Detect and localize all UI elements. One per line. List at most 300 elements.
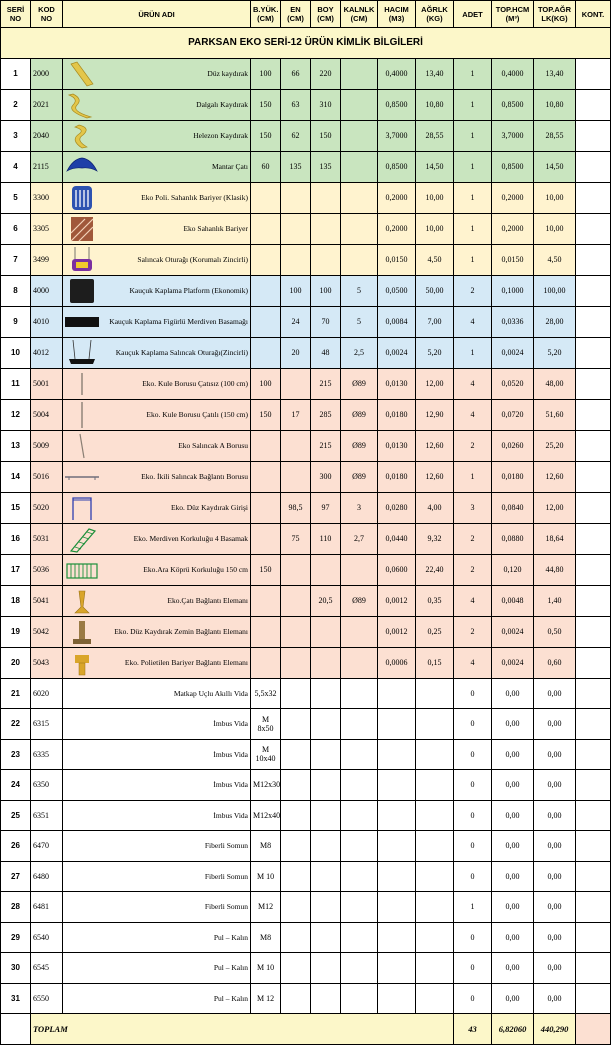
row-seri-no: 11 — [1, 368, 31, 399]
row-kod-no: 2000 — [31, 58, 63, 89]
row-en: 98,5 — [281, 492, 311, 523]
row-agirlik — [416, 739, 454, 770]
row-product-name: Eko. Merdiven Korkuluğu 4 Basamak — [101, 523, 251, 554]
row-kod-no: 5016 — [31, 461, 63, 492]
row-product-name: Eko.Ara Köprü Korkuluğu 150 cm — [101, 554, 251, 585]
row-tophcm: 0,00 — [492, 678, 534, 709]
row-en: 62 — [281, 120, 311, 151]
table-row — [1, 739, 611, 770]
row-product-name: Salıncak Oturağı (Korumalı Zincirli) — [101, 244, 251, 275]
row-kont — [576, 709, 611, 740]
row-tophcm: 0,0720 — [492, 399, 534, 430]
row-kod-no: 3499 — [31, 244, 63, 275]
row-adet: 1 — [454, 892, 492, 923]
product-image — [65, 649, 99, 677]
row-agirlik: 0,15 — [416, 647, 454, 678]
product-image — [65, 618, 99, 646]
row-byuk: M8 — [251, 922, 281, 953]
row-kod-no: 5020 — [31, 492, 63, 523]
row-byuk — [251, 647, 281, 678]
row-topagr: 14,50 — [534, 151, 576, 182]
row-adet: 1 — [454, 461, 492, 492]
row-kalinlik: Ø89 — [341, 368, 378, 399]
row-thumb — [63, 861, 101, 892]
row-kod-no: 5031 — [31, 523, 63, 554]
table-row — [1, 151, 611, 182]
row-adet: 4 — [454, 368, 492, 399]
row-product-name: Düz kaydırak — [101, 58, 251, 89]
row-hacim: 0,0500 — [378, 275, 416, 306]
header-tophcm: TOP.HCM (M³) — [492, 1, 534, 28]
row-agirlik: 7,00 — [416, 306, 454, 337]
row-hacim — [378, 770, 416, 801]
row-seri-no: 2 — [1, 89, 31, 120]
row-adet: 4 — [454, 647, 492, 678]
table-row — [1, 831, 611, 862]
row-topagr: 28,55 — [534, 120, 576, 151]
total-label: TOPLAM — [31, 1014, 454, 1045]
row-en — [281, 585, 311, 616]
row-en — [281, 368, 311, 399]
row-seri-no: 30 — [1, 953, 31, 984]
row-adet: 0 — [454, 739, 492, 770]
row-kalinlik — [341, 709, 378, 740]
row-kod-no: 2115 — [31, 151, 63, 182]
table-row — [1, 800, 611, 831]
row-tophcm: 0,2000 — [492, 213, 534, 244]
row-boy: 48 — [311, 337, 341, 368]
row-byuk — [251, 244, 281, 275]
row-hacim: 0,2000 — [378, 182, 416, 213]
row-topagr: 0,00 — [534, 770, 576, 801]
product-image — [65, 215, 99, 243]
table-row — [1, 244, 611, 275]
row-topagr: 18,64 — [534, 523, 576, 554]
row-thumb — [63, 770, 101, 801]
row-topagr: 0,00 — [534, 709, 576, 740]
row-product-name: Matkap Uçlu Akıllı Vida — [101, 678, 251, 709]
row-agirlik — [416, 892, 454, 923]
row-tophcm: 0,00 — [492, 892, 534, 923]
row-seri-no: 13 — [1, 430, 31, 461]
row-agirlik: 0,35 — [416, 585, 454, 616]
header-seri: SERİ NO — [1, 1, 31, 28]
table-row — [1, 585, 611, 616]
row-tophcm: 0,0024 — [492, 647, 534, 678]
row-tophcm: 0,00 — [492, 739, 534, 770]
row-boy: 150 — [311, 120, 341, 151]
row-thumb — [63, 120, 101, 151]
row-topagr: 0,00 — [534, 861, 576, 892]
row-agirlik — [416, 831, 454, 862]
row-kod-no: 2021 — [31, 89, 63, 120]
row-kod-no: 6350 — [31, 770, 63, 801]
row-topagr: 12,00 — [534, 492, 576, 523]
row-hacim: 3,7000 — [378, 120, 416, 151]
row-seri-no: 15 — [1, 492, 31, 523]
row-kalinlik — [341, 213, 378, 244]
row-agirlik: 12,90 — [416, 399, 454, 430]
row-en: 75 — [281, 523, 311, 554]
row-kod-no: 3300 — [31, 182, 63, 213]
row-tophcm: 0,0024 — [492, 616, 534, 647]
row-topagr: 10,00 — [534, 213, 576, 244]
row-thumb — [63, 213, 101, 244]
header-row — [1, 1, 611, 28]
row-product-name: Pul – Kalın — [101, 983, 251, 1014]
row-kalinlik — [341, 89, 378, 120]
page-title: PARKSAN EKO SERİ-12 ÜRÜN KİMLİK BİLGİLERİ — [1, 28, 611, 59]
row-topagr: 0,60 — [534, 647, 576, 678]
row-kont — [576, 244, 611, 275]
product-image — [65, 246, 99, 274]
row-kalinlik — [341, 182, 378, 213]
row-seri-no: 1 — [1, 58, 31, 89]
row-thumb — [63, 647, 101, 678]
table-row — [1, 953, 611, 984]
row-en: 66 — [281, 58, 311, 89]
row-seri-no: 28 — [1, 892, 31, 923]
row-tophcm: 0,00 — [492, 770, 534, 801]
row-seri-no: 3 — [1, 120, 31, 151]
row-boy: 285 — [311, 399, 341, 430]
header-boy: BOY (CM) — [311, 1, 341, 28]
row-seri-no: 29 — [1, 922, 31, 953]
header-topagr: TOP.AĞR LK(KG) — [534, 1, 576, 28]
row-adet: 1 — [454, 182, 492, 213]
row-byuk: 100 — [251, 58, 281, 89]
row-thumb — [63, 337, 101, 368]
row-kod-no: 2040 — [31, 120, 63, 151]
row-byuk: 150 — [251, 399, 281, 430]
row-en — [281, 800, 311, 831]
row-kod-no: 6550 — [31, 983, 63, 1014]
row-agirlik: 28,55 — [416, 120, 454, 151]
header-en: EN (CM) — [281, 1, 311, 28]
row-thumb — [63, 709, 101, 740]
row-hacim — [378, 953, 416, 984]
row-product-name: Kauçuk Kaplama Salıncak Oturağı(Zincirli) — [101, 337, 251, 368]
row-adet: 2 — [454, 275, 492, 306]
row-hacim: 0,8500 — [378, 89, 416, 120]
row-tophcm: 0,00 — [492, 831, 534, 862]
row-thumb — [63, 399, 101, 430]
table-row — [1, 922, 611, 953]
row-agirlik: 10,00 — [416, 182, 454, 213]
row-byuk — [251, 492, 281, 523]
row-kalinlik — [341, 151, 378, 182]
row-agirlik: 50,00 — [416, 275, 454, 306]
row-byuk — [251, 306, 281, 337]
row-byuk — [251, 523, 281, 554]
row-adet: 0 — [454, 861, 492, 892]
table-row — [1, 770, 611, 801]
row-seri-no: 6 — [1, 213, 31, 244]
row-seri-no: 27 — [1, 861, 31, 892]
table-row — [1, 337, 611, 368]
row-seri-no: 23 — [1, 739, 31, 770]
row-en — [281, 770, 311, 801]
row-hacim: 0,0150 — [378, 244, 416, 275]
row-kod-no: 6315 — [31, 709, 63, 740]
table-row — [1, 647, 611, 678]
row-seri-no: 22 — [1, 709, 31, 740]
row-hacim — [378, 800, 416, 831]
row-product-name: Eko.Çatı Bağlantı Elemanı — [101, 585, 251, 616]
row-product-name: Eko. Kule Borusu Çatılı (150 cm) — [101, 399, 251, 430]
row-kod-no: 3305 — [31, 213, 63, 244]
row-topagr: 0,00 — [534, 800, 576, 831]
row-agirlik — [416, 800, 454, 831]
row-kod-no: 6480 — [31, 861, 63, 892]
row-product-name: Kauçuk Kaplama Figürlü Merdiven Basamağı — [101, 306, 251, 337]
row-adet: 0 — [454, 953, 492, 984]
row-thumb — [63, 182, 101, 213]
row-byuk: 150 — [251, 89, 281, 120]
row-adet: 1 — [454, 337, 492, 368]
row-adet: 0 — [454, 831, 492, 862]
row-tophcm: 0,00 — [492, 922, 534, 953]
table-row — [1, 983, 611, 1014]
row-agirlik: 10,00 — [416, 213, 454, 244]
row-byuk — [251, 461, 281, 492]
row-boy — [311, 800, 341, 831]
row-boy — [311, 922, 341, 953]
row-hacim: 0,0012 — [378, 616, 416, 647]
row-product-name: Mantar Çatı — [101, 151, 251, 182]
row-hacim: 0,2000 — [378, 213, 416, 244]
row-seri-no: 21 — [1, 678, 31, 709]
row-product-name: Eko Sahanlık Bariyer — [101, 213, 251, 244]
row-kalinlik: 3 — [341, 492, 378, 523]
row-agirlik — [416, 678, 454, 709]
row-en — [281, 213, 311, 244]
row-agirlik: 9,32 — [416, 523, 454, 554]
row-kont — [576, 922, 611, 953]
row-en — [281, 678, 311, 709]
table-row — [1, 306, 611, 337]
row-boy: 215 — [311, 368, 341, 399]
row-agirlik: 4,00 — [416, 492, 454, 523]
row-adet: 1 — [454, 120, 492, 151]
row-agirlik: 5,20 — [416, 337, 454, 368]
row-boy — [311, 647, 341, 678]
row-en — [281, 461, 311, 492]
row-adet: 4 — [454, 306, 492, 337]
row-byuk — [251, 275, 281, 306]
row-byuk — [251, 213, 281, 244]
row-kalinlik — [341, 922, 378, 953]
row-byuk — [251, 182, 281, 213]
total-topagr: 440,290 — [534, 1014, 576, 1045]
row-kalinlik — [341, 739, 378, 770]
row-thumb — [63, 275, 101, 306]
row-thumb — [63, 831, 101, 862]
row-boy — [311, 554, 341, 585]
row-seri-no: 24 — [1, 770, 31, 801]
product-image — [65, 432, 99, 460]
row-kont — [576, 647, 611, 678]
row-topagr: 48,00 — [534, 368, 576, 399]
row-boy: 97 — [311, 492, 341, 523]
row-adet: 4 — [454, 399, 492, 430]
row-tophcm: 0,8500 — [492, 89, 534, 120]
table-row — [1, 430, 611, 461]
row-kalinlik: Ø89 — [341, 399, 378, 430]
row-en: 135 — [281, 151, 311, 182]
row-en — [281, 983, 311, 1014]
row-agirlik — [416, 770, 454, 801]
row-topagr: 44,80 — [534, 554, 576, 585]
row-en — [281, 709, 311, 740]
row-topagr: 0,00 — [534, 922, 576, 953]
row-hacim: 0,0006 — [378, 647, 416, 678]
row-boy — [311, 831, 341, 862]
row-seri-no: 4 — [1, 151, 31, 182]
row-adet: 1 — [454, 213, 492, 244]
row-thumb — [63, 461, 101, 492]
row-kalinlik — [341, 861, 378, 892]
row-topagr: 0,00 — [534, 678, 576, 709]
row-kod-no: 5001 — [31, 368, 63, 399]
row-seri-no: 19 — [1, 616, 31, 647]
row-product-name: Fiberli Somun — [101, 892, 251, 923]
row-product-name: Eko. Polietilen Bariyer Bağlantı Elemanı — [101, 647, 251, 678]
row-kont — [576, 275, 611, 306]
row-kalinlik — [341, 770, 378, 801]
row-kalinlik: 2,5 — [341, 337, 378, 368]
table-row — [1, 89, 611, 120]
row-kont — [576, 800, 611, 831]
row-en — [281, 831, 311, 862]
row-kalinlik — [341, 616, 378, 647]
row-kod-no: 5036 — [31, 554, 63, 585]
row-hacim: 0,0440 — [378, 523, 416, 554]
row-en — [281, 647, 311, 678]
row-tophcm: 0,4000 — [492, 58, 534, 89]
row-kod-no: 6335 — [31, 739, 63, 770]
row-thumb — [63, 800, 101, 831]
row-seri-no: 5 — [1, 182, 31, 213]
header-kalinlik: KALNLK (CM) — [341, 1, 378, 28]
product-image — [65, 184, 99, 212]
row-agirlik: 22,40 — [416, 554, 454, 585]
row-kont — [576, 616, 611, 647]
row-adet: 0 — [454, 770, 492, 801]
row-boy: 135 — [311, 151, 341, 182]
row-en — [281, 953, 311, 984]
row-kod-no: 4000 — [31, 275, 63, 306]
table-row — [1, 554, 611, 585]
table-row — [1, 616, 611, 647]
row-kont — [576, 213, 611, 244]
row-hacim — [378, 739, 416, 770]
row-en: 100 — [281, 275, 311, 306]
row-kod-no: 5043 — [31, 647, 63, 678]
row-tophcm: 0,0150 — [492, 244, 534, 275]
row-kalinlik — [341, 58, 378, 89]
row-boy — [311, 213, 341, 244]
row-en — [281, 554, 311, 585]
row-byuk: M 10x40 — [251, 739, 281, 770]
row-kalinlik: Ø89 — [341, 461, 378, 492]
header-agirlik: AĞRLK (KG) — [416, 1, 454, 28]
header-kont: KONT. — [576, 1, 611, 28]
row-kont — [576, 120, 611, 151]
row-kont — [576, 461, 611, 492]
row-byuk: M12x30 — [251, 770, 281, 801]
row-boy — [311, 892, 341, 923]
row-topagr: 0,00 — [534, 892, 576, 923]
row-agirlik — [416, 922, 454, 953]
row-product-name: Eko. Düz Kaydırak Zemin Bağlantı Elemanı — [101, 616, 251, 647]
row-kont — [576, 831, 611, 862]
row-tophcm: 0,0520 — [492, 368, 534, 399]
row-byuk: M 8x50 — [251, 709, 281, 740]
header-byuk: B.YÜK. (CM) — [251, 1, 281, 28]
row-hacim: 0,0084 — [378, 306, 416, 337]
row-kont — [576, 337, 611, 368]
row-kod-no: 5042 — [31, 616, 63, 647]
row-agirlik — [416, 709, 454, 740]
row-byuk — [251, 616, 281, 647]
row-kod-no: 6351 — [31, 800, 63, 831]
row-byuk: 5,5x32 — [251, 678, 281, 709]
total-row — [1, 1014, 611, 1045]
row-hacim: 0,0280 — [378, 492, 416, 523]
row-hacim — [378, 678, 416, 709]
row-product-name: Eko. Düz Kaydırak Girişi — [101, 492, 251, 523]
product-image — [65, 308, 99, 336]
product-image — [65, 463, 99, 491]
row-thumb — [63, 892, 101, 923]
row-thumb — [63, 523, 101, 554]
table-row — [1, 461, 611, 492]
row-seri-no: 16 — [1, 523, 31, 554]
row-thumb — [63, 678, 101, 709]
row-agirlik: 0,25 — [416, 616, 454, 647]
row-hacim: 0,4000 — [378, 58, 416, 89]
row-tophcm: 0,00 — [492, 709, 534, 740]
row-adet: 1 — [454, 244, 492, 275]
table-row — [1, 399, 611, 430]
row-adet: 0 — [454, 678, 492, 709]
row-boy — [311, 244, 341, 275]
product-image — [65, 525, 99, 553]
row-seri-no: 12 — [1, 399, 31, 430]
row-en — [281, 430, 311, 461]
table-row — [1, 861, 611, 892]
row-adet: 2 — [454, 523, 492, 554]
row-topagr: 25,20 — [534, 430, 576, 461]
row-kalinlik — [341, 554, 378, 585]
row-seri-no: 8 — [1, 275, 31, 306]
row-hacim: 0,0024 — [378, 337, 416, 368]
row-kod-no: 6470 — [31, 831, 63, 862]
row-byuk: 150 — [251, 554, 281, 585]
row-seri-no: 26 — [1, 831, 31, 862]
table-row — [1, 275, 611, 306]
row-boy: 110 — [311, 523, 341, 554]
total-adet: 43 — [454, 1014, 492, 1045]
row-boy — [311, 182, 341, 213]
row-boy — [311, 709, 341, 740]
row-seri-no: 18 — [1, 585, 31, 616]
product-image — [65, 370, 99, 398]
row-kalinlik — [341, 120, 378, 151]
row-topagr: 0,00 — [534, 953, 576, 984]
row-hacim — [378, 922, 416, 953]
